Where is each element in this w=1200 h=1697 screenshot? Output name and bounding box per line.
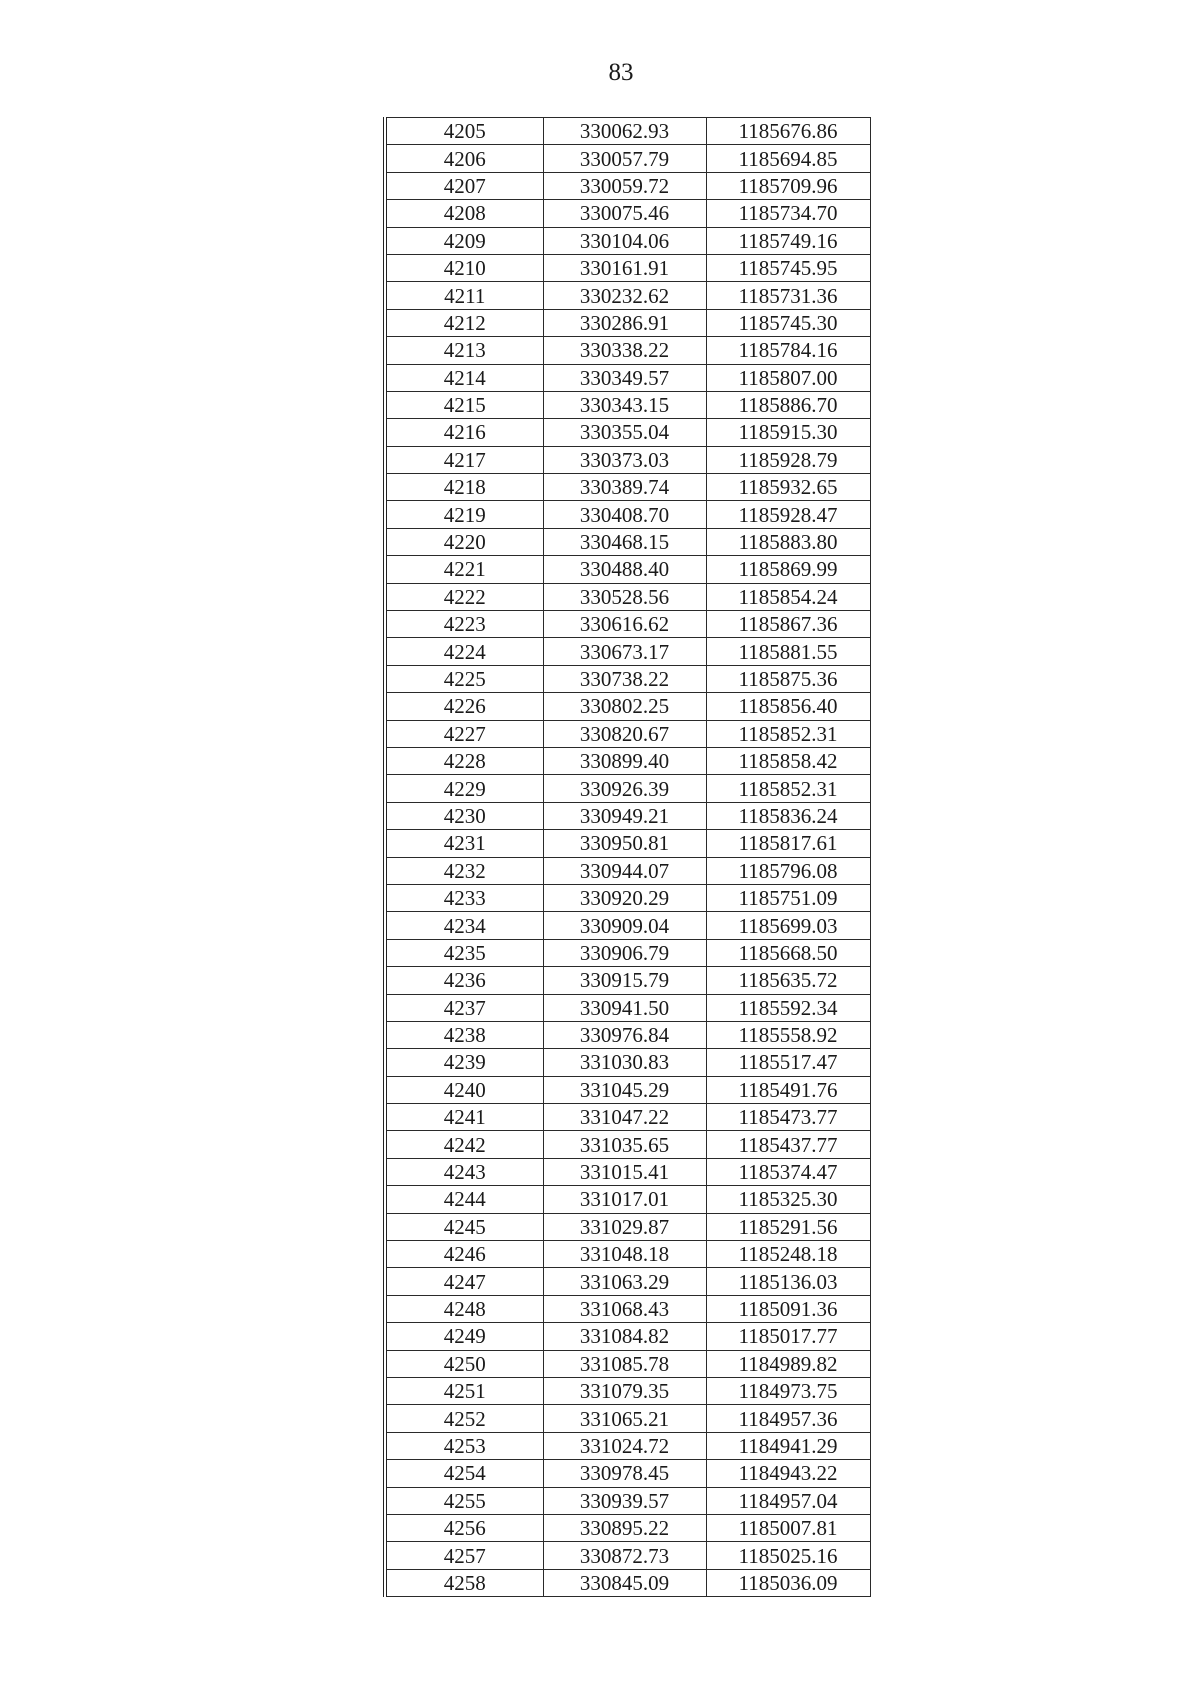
point-number-cell: 4234 xyxy=(385,912,543,939)
y-coordinate-cell: 1184989.82 xyxy=(706,1350,870,1377)
point-number-cell: 4205 xyxy=(385,118,543,145)
table-row xyxy=(385,1460,870,1487)
table-row xyxy=(385,446,870,473)
y-coordinate-cell: 1185136.03 xyxy=(706,1268,870,1295)
point-number-cell: 4222 xyxy=(385,583,543,610)
page-number: 83 xyxy=(608,59,634,86)
point-number-cell: 4248 xyxy=(385,1295,543,1322)
y-coordinate-cell: 1185007.81 xyxy=(706,1514,870,1541)
table-row xyxy=(385,1377,870,1404)
x-coordinate-cell: 330872.73 xyxy=(543,1542,706,1569)
x-coordinate-cell: 331079.35 xyxy=(543,1377,706,1404)
point-number-cell: 4207 xyxy=(385,172,543,199)
point-number-cell: 4238 xyxy=(385,1021,543,1048)
table-row xyxy=(385,1323,870,1350)
point-number-cell: 4209 xyxy=(385,227,543,254)
y-coordinate-cell: 1185734.70 xyxy=(706,200,870,227)
y-coordinate-cell: 1185491.76 xyxy=(706,1076,870,1103)
x-coordinate-cell: 330939.57 xyxy=(543,1487,706,1514)
table-row xyxy=(385,1104,870,1131)
point-number-cell: 4258 xyxy=(385,1569,543,1596)
x-coordinate-cell: 330355.04 xyxy=(543,419,706,446)
x-coordinate-cell: 330161.91 xyxy=(543,254,706,281)
y-coordinate-cell: 1185856.40 xyxy=(706,693,870,720)
y-coordinate-cell: 1185886.70 xyxy=(706,391,870,418)
point-number-cell: 4225 xyxy=(385,665,543,692)
table-row xyxy=(385,1569,870,1596)
y-coordinate-cell: 1185091.36 xyxy=(706,1295,870,1322)
point-number-cell: 4246 xyxy=(385,1241,543,1268)
table-row xyxy=(385,638,870,665)
x-coordinate-cell: 330976.84 xyxy=(543,1021,706,1048)
coordinate-table xyxy=(383,117,871,1597)
x-coordinate-cell: 330673.17 xyxy=(543,638,706,665)
table-row xyxy=(385,693,870,720)
point-number-cell: 4223 xyxy=(385,611,543,638)
x-coordinate-cell: 331024.72 xyxy=(543,1432,706,1459)
x-coordinate-cell: 330906.79 xyxy=(543,939,706,966)
x-coordinate-cell: 330286.91 xyxy=(543,309,706,336)
y-coordinate-cell: 1185517.47 xyxy=(706,1049,870,1076)
point-number-cell: 4210 xyxy=(385,254,543,281)
y-coordinate-cell: 1185796.08 xyxy=(706,857,870,884)
y-coordinate-cell: 1185867.36 xyxy=(706,611,870,638)
y-coordinate-cell: 1185852.31 xyxy=(706,720,870,747)
y-coordinate-cell: 1185291.56 xyxy=(706,1213,870,1240)
table-row xyxy=(385,1158,870,1185)
x-coordinate-cell: 330895.22 xyxy=(543,1514,706,1541)
x-coordinate-cell: 330899.40 xyxy=(543,747,706,774)
point-number-cell: 4221 xyxy=(385,556,543,583)
x-coordinate-cell: 330802.25 xyxy=(543,693,706,720)
point-number-cell: 4233 xyxy=(385,884,543,911)
table-row xyxy=(385,200,870,227)
y-coordinate-cell: 1185709.96 xyxy=(706,172,870,199)
x-coordinate-cell: 331030.83 xyxy=(543,1049,706,1076)
point-number-cell: 4227 xyxy=(385,720,543,747)
table-row xyxy=(385,775,870,802)
y-coordinate-cell: 1185817.61 xyxy=(706,830,870,857)
y-coordinate-cell: 1185437.77 xyxy=(706,1131,870,1158)
point-number-cell: 4241 xyxy=(385,1104,543,1131)
y-coordinate-cell: 1185699.03 xyxy=(706,912,870,939)
table-row xyxy=(385,1487,870,1514)
table-row xyxy=(385,994,870,1021)
point-number-cell: 4254 xyxy=(385,1460,543,1487)
y-coordinate-cell: 1185017.77 xyxy=(706,1323,870,1350)
point-number-cell: 4230 xyxy=(385,802,543,829)
x-coordinate-cell: 330528.56 xyxy=(543,583,706,610)
table-row xyxy=(385,364,870,391)
x-coordinate-cell: 330909.04 xyxy=(543,912,706,939)
point-number-cell: 4240 xyxy=(385,1076,543,1103)
x-coordinate-cell: 330820.67 xyxy=(543,720,706,747)
x-coordinate-cell: 330104.06 xyxy=(543,227,706,254)
point-number-cell: 4252 xyxy=(385,1405,543,1432)
point-number-cell: 4228 xyxy=(385,747,543,774)
x-coordinate-cell: 330343.15 xyxy=(543,391,706,418)
x-coordinate-cell: 330062.93 xyxy=(543,118,706,145)
x-coordinate-cell: 330373.03 xyxy=(543,446,706,473)
table-row xyxy=(385,802,870,829)
point-number-cell: 4249 xyxy=(385,1323,543,1350)
table-row xyxy=(385,501,870,528)
point-number-cell: 4245 xyxy=(385,1213,543,1240)
table-row xyxy=(385,884,870,911)
point-number-cell: 4253 xyxy=(385,1432,543,1459)
x-coordinate-cell: 331068.43 xyxy=(543,1295,706,1322)
table-row xyxy=(385,227,870,254)
x-coordinate-cell: 330941.50 xyxy=(543,994,706,1021)
coordinate-table-body xyxy=(385,118,870,1597)
point-number-cell: 4206 xyxy=(385,145,543,172)
x-coordinate-cell: 330978.45 xyxy=(543,1460,706,1487)
table-row xyxy=(385,419,870,446)
table-row xyxy=(385,611,870,638)
table-row xyxy=(385,337,870,364)
table-row xyxy=(385,1213,870,1240)
point-number-cell: 4255 xyxy=(385,1487,543,1514)
table-row xyxy=(385,391,870,418)
x-coordinate-cell: 330488.40 xyxy=(543,556,706,583)
y-coordinate-cell: 1185374.47 xyxy=(706,1158,870,1185)
y-coordinate-cell: 1185928.47 xyxy=(706,501,870,528)
table-row xyxy=(385,309,870,336)
y-coordinate-cell: 1185807.00 xyxy=(706,364,870,391)
x-coordinate-cell: 330920.29 xyxy=(543,884,706,911)
point-number-cell: 4217 xyxy=(385,446,543,473)
point-number-cell: 4215 xyxy=(385,391,543,418)
point-number-cell: 4216 xyxy=(385,419,543,446)
y-coordinate-cell: 1185928.79 xyxy=(706,446,870,473)
table-row xyxy=(385,830,870,857)
table-row xyxy=(385,967,870,994)
y-coordinate-cell: 1185558.92 xyxy=(706,1021,870,1048)
y-coordinate-cell: 1185745.95 xyxy=(706,254,870,281)
point-number-cell: 4243 xyxy=(385,1158,543,1185)
point-number-cell: 4242 xyxy=(385,1131,543,1158)
table-row xyxy=(385,118,870,145)
table-row xyxy=(385,1295,870,1322)
point-number-cell: 4232 xyxy=(385,857,543,884)
table-row xyxy=(385,1186,870,1213)
y-coordinate-cell: 1185473.77 xyxy=(706,1104,870,1131)
x-coordinate-cell: 331084.82 xyxy=(543,1323,706,1350)
x-coordinate-cell: 331015.41 xyxy=(543,1158,706,1185)
y-coordinate-cell: 1185668.50 xyxy=(706,939,870,966)
table-row xyxy=(385,172,870,199)
point-number-cell: 4235 xyxy=(385,939,543,966)
point-number-cell: 4219 xyxy=(385,501,543,528)
point-number-cell: 4220 xyxy=(385,528,543,555)
table-row xyxy=(385,556,870,583)
x-coordinate-cell: 330338.22 xyxy=(543,337,706,364)
x-coordinate-cell: 331063.29 xyxy=(543,1268,706,1295)
y-coordinate-cell: 1184973.75 xyxy=(706,1377,870,1404)
y-coordinate-cell: 1184943.22 xyxy=(706,1460,870,1487)
x-coordinate-cell: 331048.18 xyxy=(543,1241,706,1268)
y-coordinate-cell: 1185325.30 xyxy=(706,1186,870,1213)
table-row xyxy=(385,1076,870,1103)
point-number-cell: 4218 xyxy=(385,474,543,501)
table-row xyxy=(385,1021,870,1048)
table-row xyxy=(385,720,870,747)
y-coordinate-cell: 1184941.29 xyxy=(706,1432,870,1459)
y-coordinate-cell: 1185883.80 xyxy=(706,528,870,555)
point-number-cell: 4231 xyxy=(385,830,543,857)
x-coordinate-cell: 330468.15 xyxy=(543,528,706,555)
table-row xyxy=(385,1131,870,1158)
y-coordinate-cell: 1185731.36 xyxy=(706,282,870,309)
table-row xyxy=(385,939,870,966)
y-coordinate-cell: 1185852.31 xyxy=(706,775,870,802)
x-coordinate-cell: 330057.79 xyxy=(543,145,706,172)
table-row xyxy=(385,528,870,555)
y-coordinate-cell: 1184957.36 xyxy=(706,1405,870,1432)
x-coordinate-cell: 330845.09 xyxy=(543,1569,706,1596)
point-number-cell: 4224 xyxy=(385,638,543,665)
x-coordinate-cell: 330059.72 xyxy=(543,172,706,199)
x-coordinate-cell: 331035.65 xyxy=(543,1131,706,1158)
x-coordinate-cell: 330349.57 xyxy=(543,364,706,391)
point-number-cell: 4213 xyxy=(385,337,543,364)
point-number-cell: 4239 xyxy=(385,1049,543,1076)
point-number-cell: 4212 xyxy=(385,309,543,336)
x-coordinate-cell: 330075.46 xyxy=(543,200,706,227)
table-row xyxy=(385,282,870,309)
y-coordinate-cell: 1184957.04 xyxy=(706,1487,870,1514)
y-coordinate-cell: 1185635.72 xyxy=(706,967,870,994)
point-number-cell: 4229 xyxy=(385,775,543,802)
y-coordinate-cell: 1185036.09 xyxy=(706,1569,870,1596)
table-row xyxy=(385,1268,870,1295)
table-row xyxy=(385,254,870,281)
y-coordinate-cell: 1185875.36 xyxy=(706,665,870,692)
x-coordinate-cell: 330616.62 xyxy=(543,611,706,638)
point-number-cell: 4247 xyxy=(385,1268,543,1295)
x-coordinate-cell: 331065.21 xyxy=(543,1405,706,1432)
x-coordinate-cell: 330926.39 xyxy=(543,775,706,802)
x-coordinate-cell: 330408.70 xyxy=(543,501,706,528)
y-coordinate-cell: 1185025.16 xyxy=(706,1542,870,1569)
y-coordinate-cell: 1185869.99 xyxy=(706,556,870,583)
point-number-cell: 4237 xyxy=(385,994,543,1021)
point-number-cell: 4211 xyxy=(385,282,543,309)
y-coordinate-cell: 1185858.42 xyxy=(706,747,870,774)
y-coordinate-cell: 1185592.34 xyxy=(706,994,870,1021)
table-row xyxy=(385,1542,870,1569)
y-coordinate-cell: 1185751.09 xyxy=(706,884,870,911)
table-row xyxy=(385,1049,870,1076)
point-number-cell: 4226 xyxy=(385,693,543,720)
table-row xyxy=(385,583,870,610)
y-coordinate-cell: 1185745.30 xyxy=(706,309,870,336)
x-coordinate-cell: 330915.79 xyxy=(543,967,706,994)
point-number-cell: 4236 xyxy=(385,967,543,994)
x-coordinate-cell: 330950.81 xyxy=(543,830,706,857)
y-coordinate-cell: 1185881.55 xyxy=(706,638,870,665)
x-coordinate-cell: 331047.22 xyxy=(543,1104,706,1131)
x-coordinate-cell: 331045.29 xyxy=(543,1076,706,1103)
point-number-cell: 4251 xyxy=(385,1377,543,1404)
y-coordinate-cell: 1185836.24 xyxy=(706,802,870,829)
table-row xyxy=(385,857,870,884)
table-row xyxy=(385,1350,870,1377)
table-row xyxy=(385,1432,870,1459)
y-coordinate-cell: 1185749.16 xyxy=(706,227,870,254)
y-coordinate-cell: 1185676.86 xyxy=(706,118,870,145)
point-number-cell: 4257 xyxy=(385,1542,543,1569)
y-coordinate-cell: 1185854.24 xyxy=(706,583,870,610)
x-coordinate-cell: 330232.62 xyxy=(543,282,706,309)
y-coordinate-cell: 1185932.65 xyxy=(706,474,870,501)
table-row xyxy=(385,665,870,692)
point-number-cell: 4256 xyxy=(385,1514,543,1541)
x-coordinate-cell: 330944.07 xyxy=(543,857,706,884)
x-coordinate-cell: 331029.87 xyxy=(543,1213,706,1240)
table-row xyxy=(385,145,870,172)
x-coordinate-cell: 330738.22 xyxy=(543,665,706,692)
x-coordinate-cell: 331085.78 xyxy=(543,1350,706,1377)
point-number-cell: 4244 xyxy=(385,1186,543,1213)
point-number-cell: 4250 xyxy=(385,1350,543,1377)
y-coordinate-cell: 1185784.16 xyxy=(706,337,870,364)
table-row xyxy=(385,474,870,501)
x-coordinate-cell: 331017.01 xyxy=(543,1186,706,1213)
y-coordinate-cell: 1185694.85 xyxy=(706,145,870,172)
y-coordinate-cell: 1185915.30 xyxy=(706,419,870,446)
table-row xyxy=(385,912,870,939)
x-coordinate-cell: 330389.74 xyxy=(543,474,706,501)
table-row xyxy=(385,1405,870,1432)
point-number-cell: 4208 xyxy=(385,200,543,227)
y-coordinate-cell: 1185248.18 xyxy=(706,1241,870,1268)
table-row xyxy=(385,747,870,774)
table-row xyxy=(385,1241,870,1268)
point-number-cell: 4214 xyxy=(385,364,543,391)
x-coordinate-cell: 330949.21 xyxy=(543,802,706,829)
table-row xyxy=(385,1514,870,1541)
